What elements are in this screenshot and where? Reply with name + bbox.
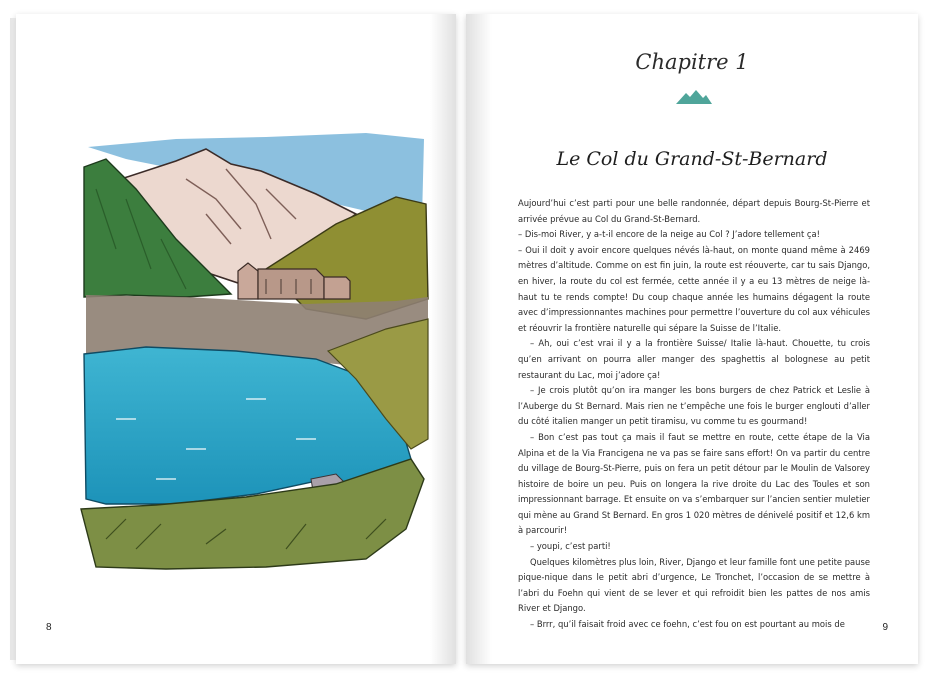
paragraph: – Je crois plutôt qu’on ira manger les bons burgers de chez Patrick et Leslie à l’Auberge du St Bernard. Mais rien ne t’empêche une fois le burger englouti d’aller du côté italien manger un petit tiramisu, vu comme tu es gourmand! [518,385,870,427]
chapter-title: Le Col du Grand-St-Bernard [556,148,828,170]
mountain-icon [676,88,712,104]
paragraph: – youpi, c’est parti! [530,541,611,552]
lake-mountain-illustration [66,119,436,574]
chapter-label: Chapitre 1 [635,50,749,74]
page-number: 9 [882,622,888,633]
paragraph: – Ah, oui c’est vrai il y a la frontière Suisse/ Italie là-haut. Chouette, tu crois qu’en arrivant on pourra aller manger des spaghettis al bolognese au petit restaurant du Lac, moi j’adore ça! [518,338,870,380]
paragraph: – Brrr, qu’il faisait froid avec ce foehn, c’est fou on est pourtant au mois de [530,619,845,630]
spine-shadow [466,14,492,664]
left-page [16,14,456,664]
paragraph: – Oui il doit y avoir encore quelques névés là-haut, on monte quand même à 2469 mètres d’altitude. Comme on est fin juin, la route est réouverte, car tu sais Django, en hiver, la route du col est fermée, cette année il y a eu 13 mètres de neige là-haut tu te rends compte! Du coup chaque année les humains dégagent la route avec d’impressionnantes machines pour permettre l’ouverture du col aux véhicules et réouvrir la frontière naturelle qui sépare la Suisse de l’Italie. [518,244,870,333]
paragraph: – Dis-moi River, y a-t-il encore de la neige au Col ? J’adore tellement ça! [518,229,820,240]
paragraph: – Bon c’est pas tout ça mais il faut se mettre en route, cette étape de la Via Alpina et de la Via Francigena ne va pas se faire sans effort! On va partir du centre du village de Bourg-St-Pierre, puis on fera un petit détour par le Moulin de Valsorey histoire de boire un peu. Puis on longera la rive droite du Lac des Toules et son impressionnant barrage. Et ensuite on va s’embarquer sur l’ancien sentier muletier qui mène au Grand St Bernard. En gros 1 020 mètres de dénivelé positif et 12,6 km à parcourir! [518,431,870,536]
paragraph: Aujourd’hui c’est parti pour une belle randonnée, départ depuis Bourg-St-Pierre et arrivée prévue au Col du Grand-St-Bernard. [518,198,870,224]
paragraph: Quelques kilomètres plus loin, River, Django et leur famille font une petite pause pique-nique dans le petit abri d’urgence, Le Tronchet, l’occasion de se mettre à l’abri du Foehn qui vient de se lever et qui refroidit bien les pattes de nos amis River et Django. [518,556,870,614]
page-number: 8 [46,622,52,633]
chapter-body-text [518,196,870,633]
right-page [466,14,918,664]
